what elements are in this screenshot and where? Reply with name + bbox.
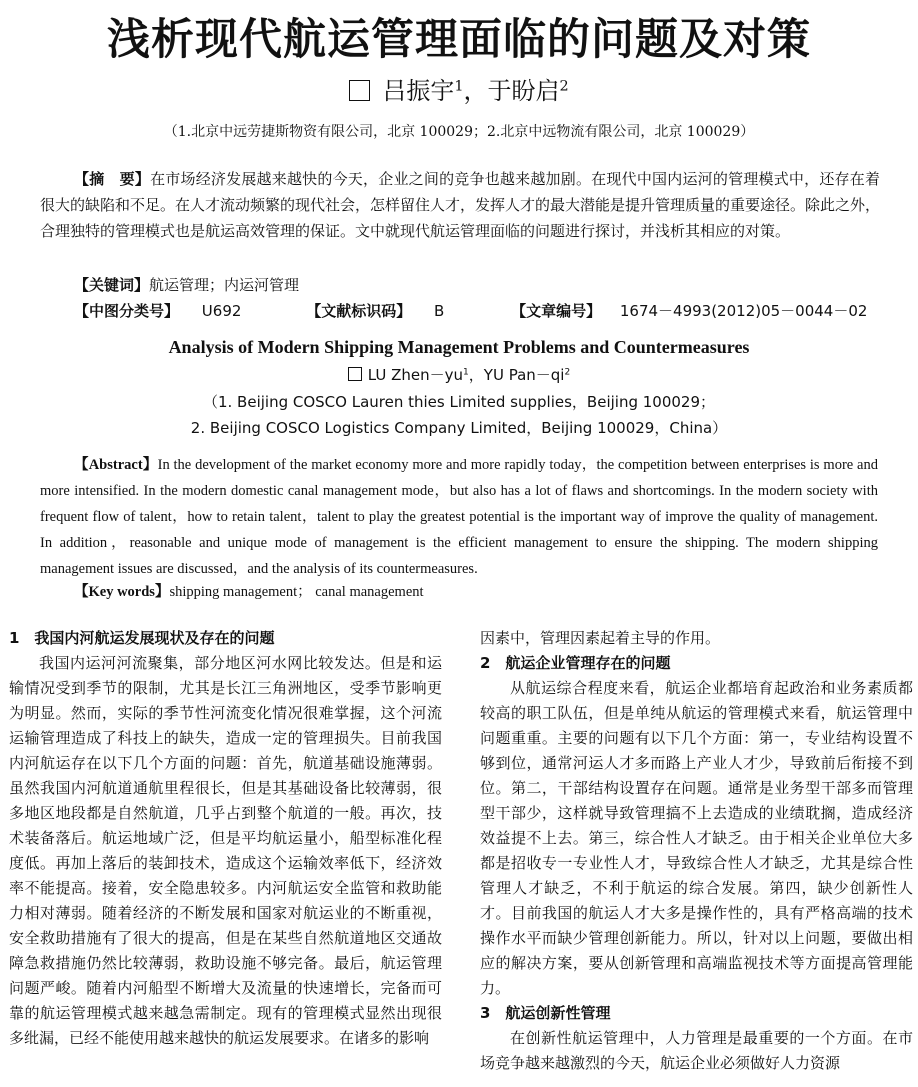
section-1-paragraph: 我国内运河河流聚集，部分地区河水网比较发达。但是和运输情况受到季节的限制，尤其是长江三角洲地区，受季节影响更为明显。然而，实际的季节性河流变化情况很难掌握，这个河流运输管理造成了科技上的缺失，造成一定的管理损失。目前我国内河航运存在以下几个方面的问题：首先，航道基础设施薄弱。虽然我国内河航道通航里程很长，但是其基础设备比较薄弱，很多地区地段都是自然航道，几乎占到整个航道的一般。再次，技术装备落后。航运地域广泛，但是平均航运量小，船型标准化程度低。再加上落后的装卸技术，造成这个运输效率低下，经济效率不能提高。接着，安全隐患较多。内河航运安全监管和救助能力相对薄弱。随着经济的不断发展和国家对航运业的不断重视，安全救助措施有了很大的提高，但是在某些自然航道地区交通故障急救措施仍然比较薄弱，救助设施不够完备。最后，航运管理问题严峻。随着内河船型不断增大及流量的快速增长，完备而可靠的航运管理模式越来越急需制定。现有的管理模式显然出现很多纰漏，已经不能使用越来越快的航运发展要求。在诸多的影响 xyxy=(9,654,442,1047)
paper-title-en: Analysis of Modern Shipping Management Problems and Countermeasures xyxy=(168,337,750,357)
affiliation-en-line2: 2. Beijing COSCO Logistics Company Limited，Beijing 100029，China） xyxy=(190,419,728,437)
classification-line xyxy=(74,300,874,321)
abstract-cn xyxy=(40,166,880,244)
author-1-en: LU Zhen－yu xyxy=(367,366,464,384)
author-1-affil-mark: 1 xyxy=(454,78,464,95)
body-column-right xyxy=(480,626,913,1076)
keywords-en xyxy=(74,580,424,601)
keywords-cn-label: 【关键词】 xyxy=(74,276,150,294)
abstract-en xyxy=(40,452,878,582)
author-line-en xyxy=(0,364,918,385)
abstract-en-label: 【Abstract】 xyxy=(74,457,158,473)
author-2: 于盼启 xyxy=(487,77,560,105)
affiliation-cn: （1.北京中远劳捷斯物资有限公司，北京 100029；2.北京中远物流有限公司，北京 100029） xyxy=(163,124,755,140)
section-3-paragraph: 在创新性航运管理中，人力管理是最重要的一个方面。在市场竞争越来越激烈的今天，航运企业必须做好人力资源 xyxy=(480,1029,913,1072)
clc-label: 【中图分类号】 xyxy=(74,302,180,320)
checkbox-square-icon xyxy=(348,367,362,381)
keywords-en-text: shipping management； canal management xyxy=(169,584,424,600)
section-3-heading: 3 航运创新性管理 xyxy=(480,1004,611,1022)
author-1-en-affil-mark: 1 xyxy=(463,367,469,378)
abstract-cn-label: 【摘 要】 xyxy=(74,170,151,188)
body-column-left xyxy=(9,626,442,1051)
author-1: 吕振宇 xyxy=(382,77,455,105)
abstract-en-text: In the development of the market economy more and more rapidly today，the competition between enterprises is more and more intensified. In the modern domestic canal management mode，but also has a lot of flaws and shortcomings. In the modern society with frequent flow of talent，how to retain talent，talent to play the greatest potential is the important way of improve the quality of management. In addition，reasonable and unique mode of management is the efficient management to ensure the shipping. The modern shipping management issues are discussed，and the analysis of its countermeasures. xyxy=(40,457,878,577)
affiliation-en-line1: （1. Beijing COSCO Lauren thies Limited supplies，Beijing 100029； xyxy=(202,393,716,411)
clc-value: U692 xyxy=(201,302,242,320)
keywords-cn-text: 航运管理；内运河管理 xyxy=(149,276,300,294)
article-number-value: 1674－4993(2012)05－0044－02 xyxy=(619,302,868,320)
section-2-heading: 2 航运企业管理存在的问题 xyxy=(480,654,671,672)
paper-title: 浅析现代航运管理面临的问题及对策 xyxy=(107,15,811,65)
section-1-paragraph-continued: 因素中，管理因素起着主导的作用。 xyxy=(480,629,721,647)
section-2-paragraph: 从航运综合程度来看，航运企业都培育起政治和业务素质都较高的职工队伍，但是单纯从航运的管理模式来看，航运管理中问题重重。主要的问题有以下几个方面：第一，专业结构设置不够到位，通常河运人才多而路上产业人才少，导致前后衔接不到位。第二，干部结构设置存在问题。通常是业务型干部多而管理型干部少，这样就导致管理搞不上去造成的业绩耽搁，造成经济效益提不上去。第三，综合性人才缺乏。由于相关企业单位大多都是招收专一专业性人才，导致综合性人才缺乏，尤其是综合性管理人才缺乏，不利于航运的综合发展。第四，缺少创新性人才。目前我国的航运人才大多是操作性的，具有严格高端的技术操作水平而缺少管理创新能力。所以，针对以上问题，要做出相应的解决方案，要从创新管理和高端监视技术等方面提高管理能力。 xyxy=(480,679,913,997)
article-number-label: 【文章编号】 xyxy=(511,302,602,320)
author-2-en-affil-mark: 2 xyxy=(564,367,571,378)
abstract-cn-text: 在市场经济发展越来越快的今天，企业之间的竞争也越来越加剧。在现代中国内运河的管理模式中，还存在着很大的缺陷和不足。在人才流动频繁的现代社会，怎样留住人才，发挥人才的最大潜能是提升管理质量的重要途径。除此之外，合理独特的管理模式也是航运高效管理的保证。文中就现代航运管理面临的问题进行探讨，并浅析其相应的对策。 xyxy=(40,170,881,240)
doc-code-label: 【文献标识码】 xyxy=(306,302,412,320)
author-2-affil-mark: 2 xyxy=(559,78,569,95)
keywords-cn xyxy=(74,274,299,295)
section-1-heading: 1 我国内河航运发展现状及存在的问题 xyxy=(9,629,275,647)
checkbox-square-icon xyxy=(349,80,370,101)
author-2-en: YU Pan－qi xyxy=(483,366,565,384)
keywords-en-label: 【Key words】 xyxy=(74,584,170,600)
author-line xyxy=(0,71,918,106)
author-separator: ， xyxy=(463,77,488,105)
author-separator-en: ， xyxy=(468,366,484,384)
doc-code-value: B xyxy=(433,302,445,320)
